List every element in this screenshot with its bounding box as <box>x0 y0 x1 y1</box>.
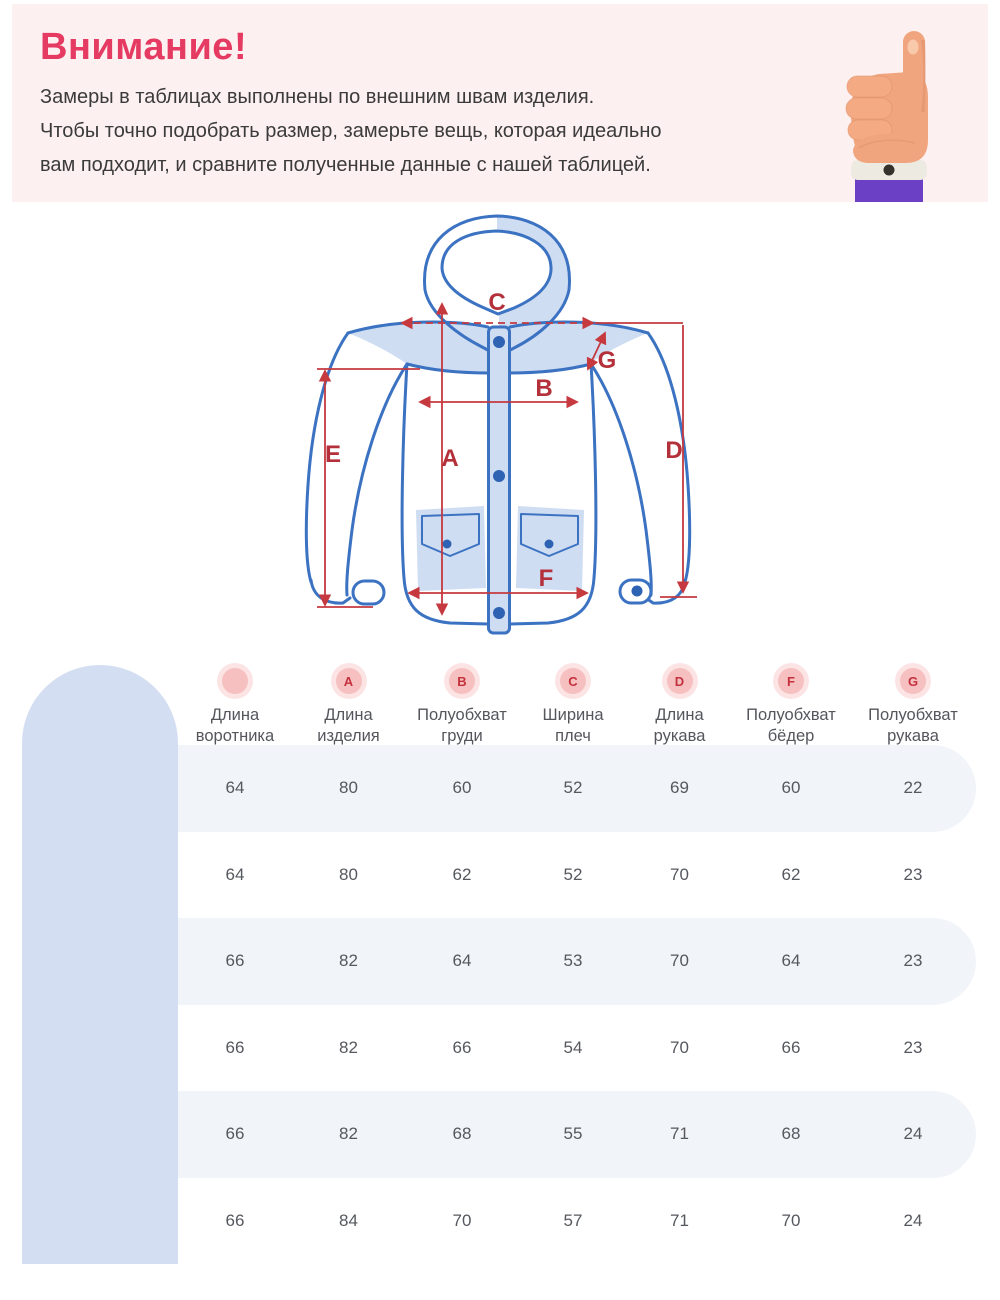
value-cell: 82 <box>339 951 358 971</box>
cuff-button <box>884 165 895 176</box>
notice-banner <box>12 4 988 202</box>
jacket-diagram-svg <box>280 200 730 640</box>
placket-button-middle <box>493 470 505 482</box>
cuff-right-button <box>632 586 643 597</box>
value-cell: 64 <box>225 778 245 798</box>
yoke-right-fill <box>508 322 648 373</box>
measure-label-d: D <box>665 437 683 464</box>
value-cell: 69 <box>670 778 689 798</box>
value-cell: 68 <box>781 1124 801 1144</box>
column-header-sleeve <box>627 659 732 747</box>
value-cell: 52 <box>563 778 583 798</box>
value-cell: 84 <box>339 1210 358 1230</box>
value-cell: 54 <box>563 1037 583 1057</box>
column-header-hips <box>732 659 850 747</box>
value-cell: 66 <box>781 1037 801 1057</box>
badge-b: B <box>449 668 475 694</box>
column-label: Длина воротника <box>195 706 275 745</box>
value-cell: 60 <box>452 778 472 798</box>
column-header-chest <box>405 659 519 747</box>
placket-button-top <box>493 336 505 348</box>
column-label: Длина рукава <box>653 706 706 745</box>
value-cell: 70 <box>670 1037 689 1057</box>
value-cell: 64 <box>781 951 801 971</box>
cuff-tab-left <box>353 581 384 604</box>
value-cell: 62 <box>781 864 801 884</box>
measure-label-g: G <box>597 347 617 374</box>
value-cell: 53 <box>563 951 583 971</box>
value-cell: 82 <box>339 1037 358 1057</box>
pocket-left-fill <box>416 506 486 591</box>
value-cell: 68 <box>452 1124 472 1144</box>
value-cell: 24 <box>903 1210 923 1230</box>
measure-label-f: F <box>538 565 554 592</box>
value-cell: 23 <box>903 951 923 971</box>
value-cell: 70 <box>670 864 689 884</box>
value-cell: 24 <box>903 1124 923 1144</box>
value-cell: 66 <box>225 1210 245 1230</box>
size-column-band <box>22 665 178 1264</box>
column-header-sleeve-girth <box>850 659 976 747</box>
pointing-hand-illustration <box>835 20 945 202</box>
placket-button-bottom <box>493 607 505 619</box>
column-header-length <box>292 659 405 747</box>
value-cell: 66 <box>452 1037 472 1057</box>
badge-a: A <box>336 668 362 694</box>
badge-g: G <box>900 668 926 694</box>
measure-label-e: E <box>324 441 342 468</box>
value-cell: 80 <box>339 778 358 798</box>
value-cell: 66 <box>225 1124 245 1144</box>
value-cell: 71 <box>670 1210 689 1230</box>
column-header-shoulders <box>519 659 627 747</box>
column-header-collar <box>178 659 292 747</box>
folded-finger-1 <box>847 76 892 97</box>
value-cell: 71 <box>670 1124 689 1144</box>
value-cell: 70 <box>781 1210 801 1230</box>
value-cell: 82 <box>339 1124 358 1144</box>
badge-f: F <box>778 668 804 694</box>
notice-text <box>40 80 770 182</box>
pocket-left-button <box>443 540 452 549</box>
value-cell: 66 <box>225 1037 245 1057</box>
column-label: Длина изделия <box>317 706 380 745</box>
jacket-measurement-diagram <box>280 200 730 640</box>
badge-c: C <box>560 668 586 694</box>
notice-title: Внимание! <box>40 26 248 68</box>
pocket-right-button <box>545 540 554 549</box>
value-cell: 80 <box>339 864 358 884</box>
folded-finger-2 <box>846 98 892 119</box>
value-cell: 62 <box>452 864 472 884</box>
value-cell: 52 <box>563 864 583 884</box>
notice-line-3: вам подходит, и сравните полученные данные с нашей таблицей. <box>40 154 651 176</box>
value-cell: 22 <box>903 778 923 798</box>
value-cell: 64 <box>452 951 472 971</box>
badge-d: D <box>667 668 693 694</box>
notice-line-1: Замеры в таблицах выполнены по внешним швам изделия. <box>40 86 595 108</box>
column-label: Полуобхват бёдер <box>746 706 836 745</box>
pointing-hand-icon <box>835 20 945 202</box>
value-cell: 55 <box>563 1124 583 1144</box>
badge-collar <box>222 668 248 694</box>
column-label: Ширина плеч <box>542 706 604 745</box>
cuff-left-edge <box>311 580 350 603</box>
notice-line-2: Чтобы точно подобрать размер, замерьте вещь, которая идеально <box>40 120 662 142</box>
measure-label-a: A <box>441 445 459 472</box>
column-label: Полуобхват рукава <box>868 706 958 745</box>
sleeve-right-inner <box>591 364 651 595</box>
column-label: Полуобхват груди <box>417 706 507 745</box>
hand-sleeve <box>855 177 923 202</box>
measure-label-b: B <box>535 375 553 402</box>
value-cell: 70 <box>452 1210 472 1230</box>
value-cell: 23 <box>903 864 923 884</box>
value-cell: 60 <box>781 778 801 798</box>
size-table <box>22 659 976 1264</box>
value-cell: 70 <box>670 951 689 971</box>
value-cell: 23 <box>903 1037 923 1057</box>
fingernail <box>908 40 919 55</box>
value-cell: 66 <box>225 951 245 971</box>
sleeve-left-inner <box>347 364 407 595</box>
value-cell: 64 <box>225 864 245 884</box>
measure-label-c: C <box>488 289 506 316</box>
value-cell: 57 <box>563 1210 583 1230</box>
